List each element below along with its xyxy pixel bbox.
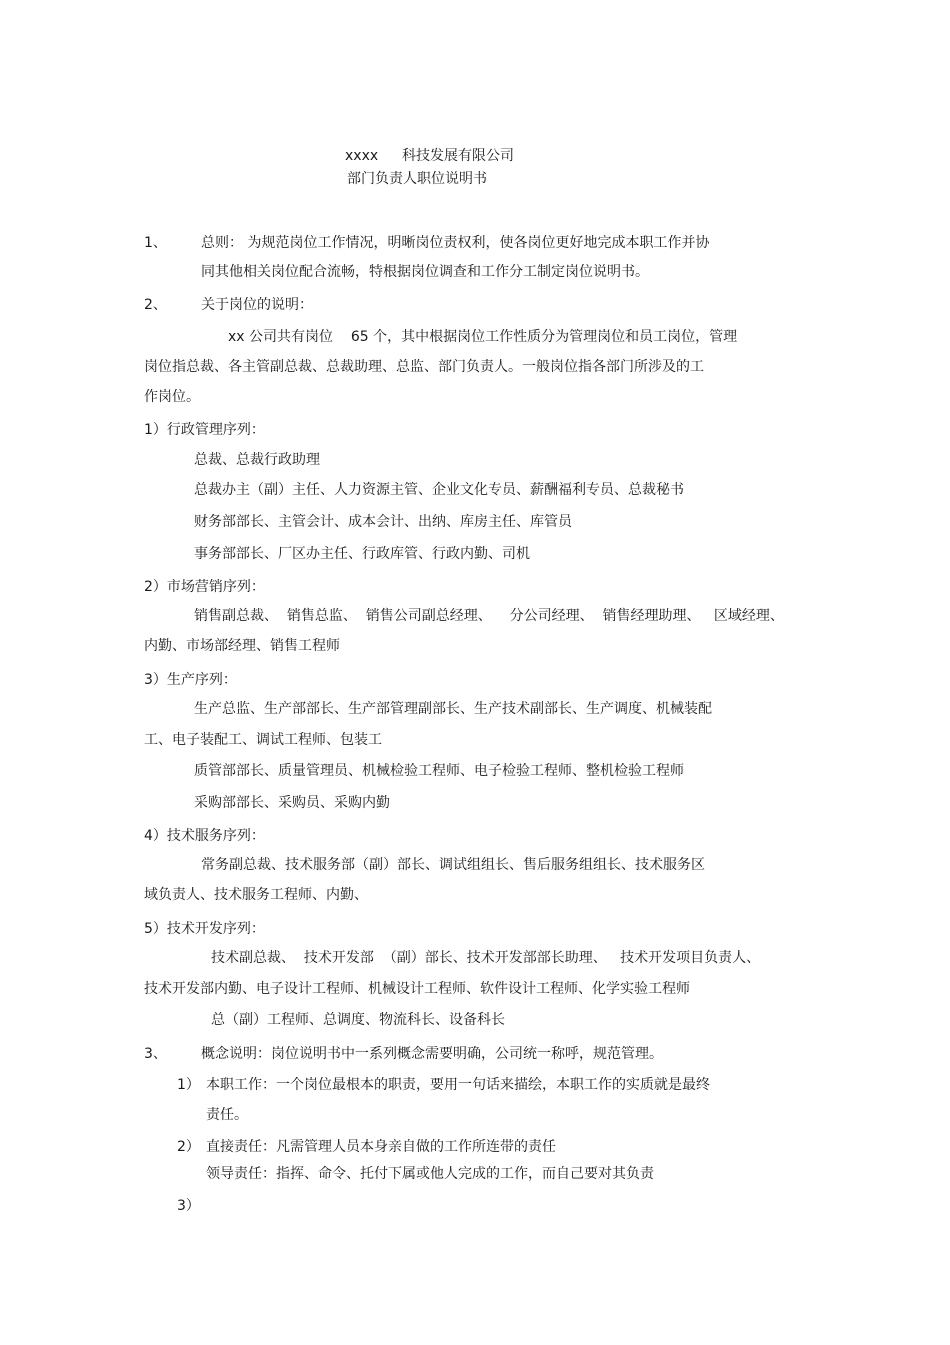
seq-5-line-3: 总（副）工程师、总调度、物流科长、设备科长	[211, 1012, 505, 1028]
concept-2-line-2: 领导责任：指挥、命令、托付下属或他人完成的工作，而自己要对其负责	[206, 1166, 654, 1182]
concept-3-number: 3）	[177, 1198, 200, 1214]
seq-2-line-1: 销售副总裁、 销售总监、 销售公司副总经理、 分公司经理、 销售经理助理、 区域经理、	[194, 608, 784, 624]
section-1-number: 1、	[144, 235, 167, 251]
seq-1-line-3: 财务部部长、主管会计、成本会计、出纳、库房主任、库管员	[194, 514, 572, 530]
seq-1-line-1: 总裁、总裁行政助理	[194, 452, 320, 468]
seq-4-line-1: 常务副总裁、技术服务部（副）部长、调试组组长、售后服务组组长、技术服务区	[201, 857, 705, 873]
section-2-para-line-3: 作岗位。	[144, 389, 200, 405]
concept-1-line-1: 本职工作：一个岗位最根本的职责，要用一句话来描绘，本职工作的实质就是最终	[206, 1077, 710, 1093]
concept-1-number: 1）	[177, 1077, 200, 1093]
section-2-heading: 关于岗位的说明：	[201, 297, 313, 313]
section-2-number: 2、	[144, 297, 167, 313]
seq-1-line-4: 事务部部长、厂区办主任、行政库管、行政内勤、司机	[194, 546, 530, 562]
section-2-para-line-1: xx 公司共有岗位 65 个，其中根据岗位工作性质分为管理岗位和员工岗位，管理	[228, 329, 738, 345]
concept-2-line-1: 直接责任：凡需管理人员本身亲自做的工作所连带的责任	[206, 1139, 556, 1155]
seq-3-heading: 3）生产序列：	[144, 672, 237, 688]
seq-4-line-2: 域负责人、技术服务工程师、内勤、	[144, 887, 368, 903]
seq-3-line-2: 工、电子装配工、调试工程师、包装工	[144, 732, 382, 748]
company-prefix: xxxx	[345, 148, 379, 164]
seq-3-line-4: 采购部部长、采购员、采购内勤	[194, 795, 390, 811]
concept-2-number: 2）	[177, 1139, 200, 1155]
company-name: 科技发展有限公司	[402, 148, 514, 164]
seq-2-line-2: 内勤、市场部经理、销售工程师	[144, 638, 340, 654]
seq-5-heading: 5）技术开发序列：	[144, 921, 265, 937]
seq-1-heading: 1）行政管理序列：	[144, 422, 265, 438]
seq-2-heading: 2）市场营销序列：	[144, 579, 265, 595]
seq-4-heading: 4）技术服务序列：	[144, 828, 265, 844]
seq-5-line-2: 技术开发部内勤、电子设计工程师、机械设计工程师、软件设计工程师、化学实验工程师	[144, 981, 690, 997]
seq-3-line-1: 生产总监、生产部部长、生产部管理副部长、生产技术副部长、生产调度、机械装配	[194, 701, 712, 717]
section-1-line-1: 总则： 为规范岗位工作情况，明晰岗位责权利，使各岗位更好地完成本职工作并协	[201, 235, 710, 251]
concept-1-line-2: 责任。	[206, 1107, 248, 1123]
section-3-heading: 概念说明：岗位说明书中一系列概念需要明确，公司统一称呼，规范管理。	[201, 1046, 663, 1062]
section-1-line-2: 同其他相关岗位配合流畅，特根据岗位调查和工作分工制定岗位说明书。	[201, 264, 649, 280]
document-title: 部门负责人职位说明书	[347, 171, 487, 187]
section-3-number: 3、	[144, 1046, 167, 1062]
section-2-para-line-2: 岗位指总裁、各主管副总裁、总裁助理、总监、部门负责人。一般岗位指各部门所涉及的工	[144, 359, 704, 375]
seq-5-line-1: 技术副总裁、 技术开发部 （副）部长、技术开发部部长助理、 技术开发项目负责人、	[211, 950, 761, 966]
seq-3-line-3: 质管部部长、质量管理员、机械检验工程师、电子检验工程师、整机检验工程师	[194, 763, 684, 779]
seq-1-line-2: 总裁办主（副）主任、人力资源主管、企业文化专员、薪酬福利专员、总裁秘书	[194, 482, 684, 498]
